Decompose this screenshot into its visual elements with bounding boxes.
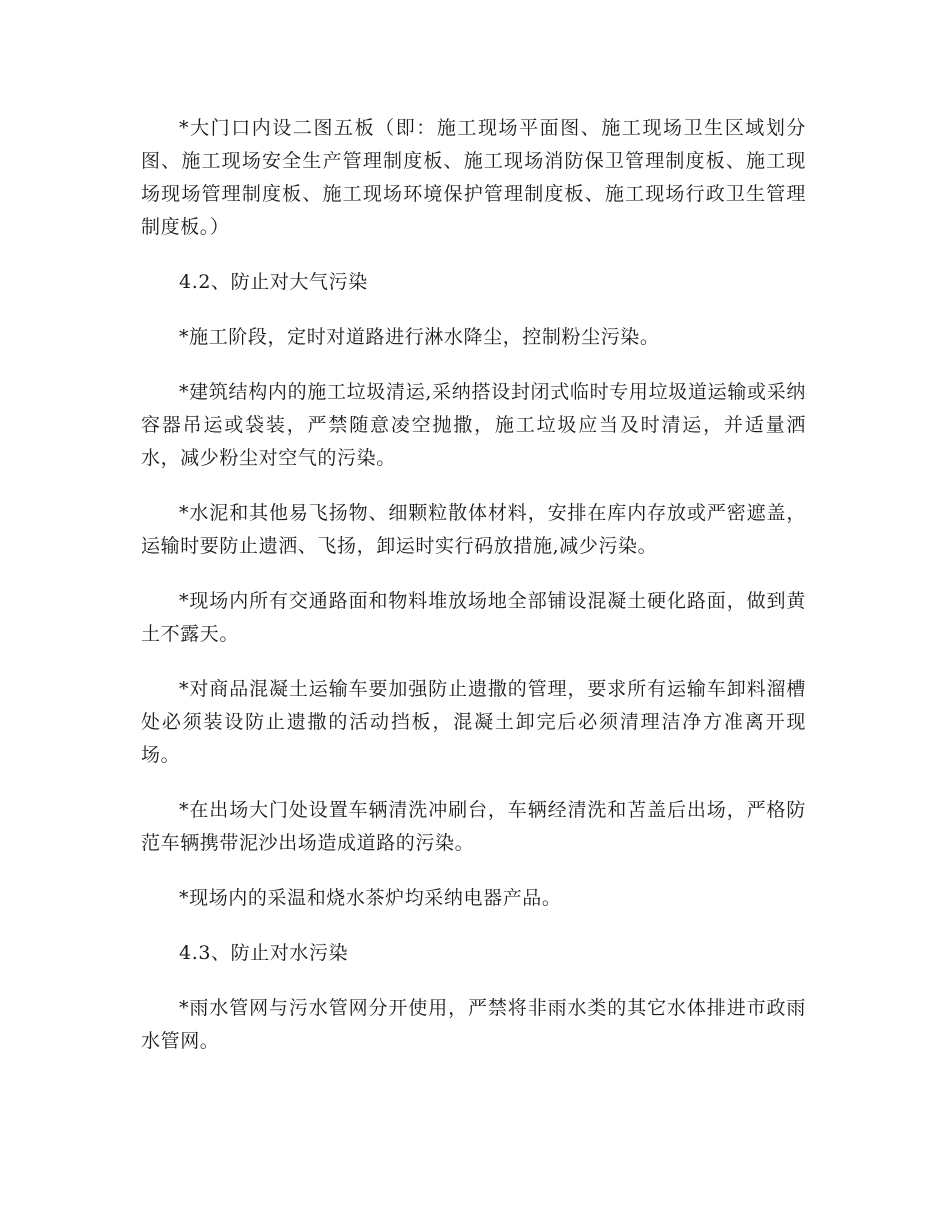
paragraph-concrete-truck: *对商品混凝土运输车要加强防止遗撒的管理，要求所有运输车卸料溜槽处必须装设防止遗撒的活动挡板，混凝土卸完后必须清理洁净方准离开现场。 [141, 678, 806, 766]
paragraph-rainwater-network: *雨水管网与污水管网分开使用，严禁将非雨水类的其它水体排进市政雨水管网。 [141, 997, 806, 1052]
paragraph-road-hardening: *现场内所有交通路面和物料堆放场地全部铺设混凝土硬化路面，做到黄土不露天。 [141, 590, 806, 645]
paragraph-cement-storage: *水泥和其他易飞扬物、细颗粒散体材料，安排在库内存放或严密遮盖，运输时要防止遗洒、飞扬，卸运时实行码放措施,减少污染。 [141, 502, 806, 557]
section-heading-4-2: 4.2、防止对大气污染 [179, 271, 368, 293]
paragraph-electric-heating: *现场内的采温和烧水茶炉均采纳电器产品。 [179, 887, 562, 909]
paragraph-vehicle-washing: *在出场大门处设置车辆清洗冲刷台，车辆经清洗和苫盖后出场，严格防范车辆携带泥沙出场造成道路的污染。 [141, 799, 806, 854]
document-body [141, 112, 806, 1080]
paragraph-waste-removal: *建筑结构内的施工垃圾清运,采纳搭设封闭式临时专用垃圾道运输或采纳容器吊运或袋装，严禁随意凌空抛撒，施工垃圾应当及时清运，并适量洒水，减少粉尘对空气的污染。 [141, 381, 806, 469]
section-heading-4-3: 4.3、防止对水污染 [179, 942, 349, 964]
paragraph-signboards: *大门口内设二图五板（即：施工现场平面图、施工现场卫生区域划分图、施工现场安全生产管理制度板、施工现场消防保卫管理制度板、施工现场现场管理制度板、施工现场环境保护管理制度板、施工现场行政卫生管理制度板。） [141, 117, 806, 238]
paragraph-dust-sprinkling: *施工阶段，定时对道路进行淋水降尘，控制粉尘污染。 [179, 326, 660, 348]
